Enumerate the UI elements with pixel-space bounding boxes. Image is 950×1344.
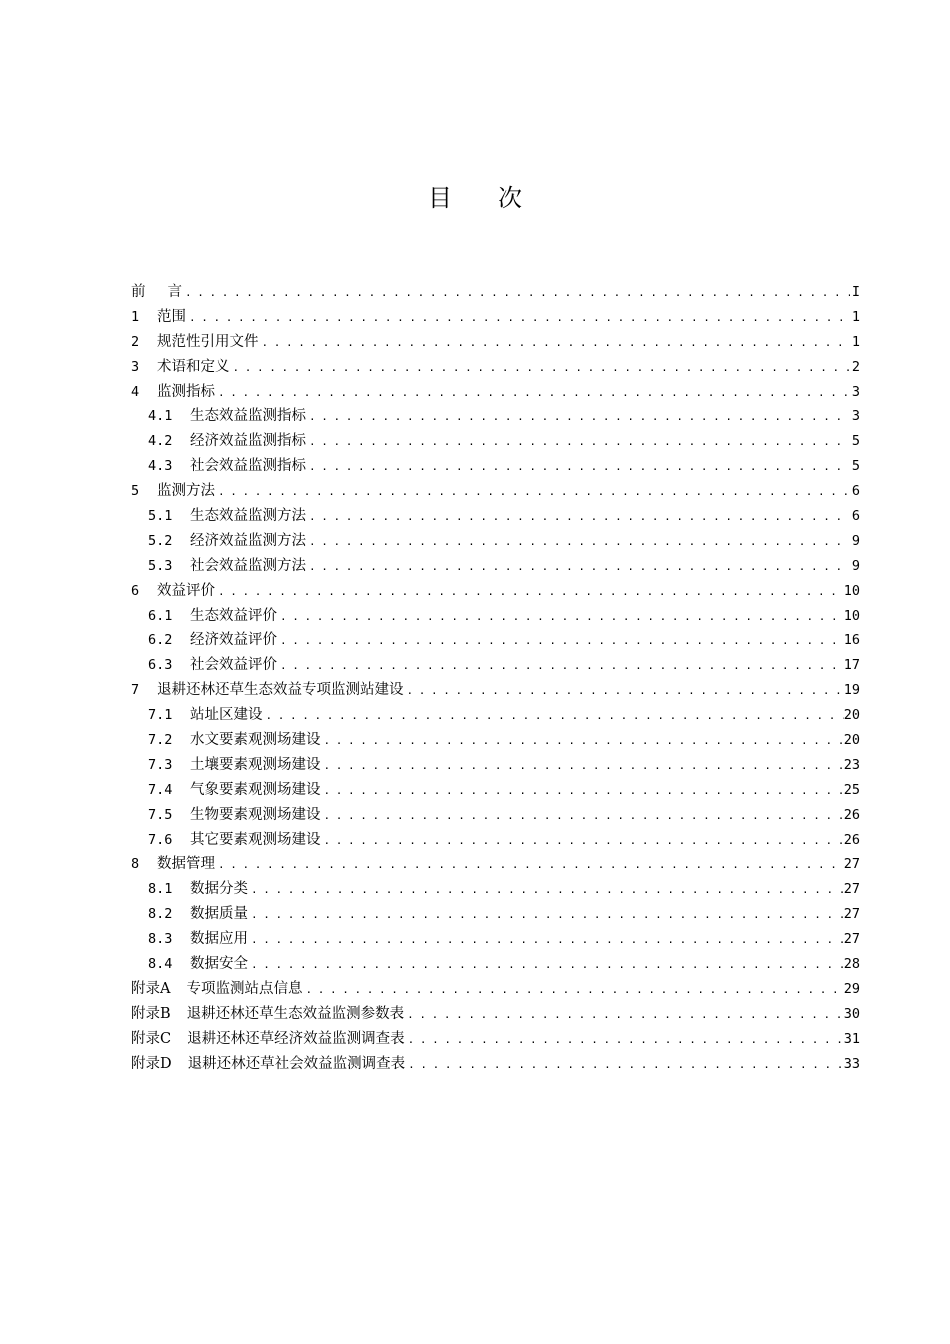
toc-entry-page: 6 [851,483,860,500]
toc-entry-page: 27 [843,906,860,923]
toc-entry-number: 7.2 [148,732,173,749]
toc-entry-page: 5 [851,458,860,475]
toc-entry-number: 6 [131,582,140,599]
toc-entry-number: 4.1 [148,408,173,425]
dot-leader [321,828,844,854]
toc-entry-number: 7.4 [148,781,173,798]
toc-entry-label: 效益评价 [157,582,215,599]
toc-entry[interactable] [131,803,860,828]
toc-entry-number: 3 [131,358,140,375]
toc-entry-number: 6.1 [148,607,173,624]
toc-entry[interactable] [131,902,860,927]
toc-entry-page: 9 [851,532,860,549]
dot-leader [215,579,844,605]
toc-entry-page: 28 [843,956,860,973]
toc-entry-page: 9 [851,557,860,574]
toc-entry-page: 26 [843,806,860,823]
toc-entry-number: 附录C [131,1030,172,1047]
toc-entry-page: 33 [843,1055,860,1072]
dot-leader [248,877,844,903]
title-char-2: 次 [498,184,522,212]
title-char-1: 目 [428,184,452,212]
toc-entry-label: 生态效益监测方法 [190,508,306,525]
toc-entry[interactable] [131,380,860,405]
toc-entry-page: 1 [851,333,860,350]
dot-leader [302,977,843,1003]
toc-entry[interactable] [131,429,860,454]
toc-entry-page: 31 [843,1030,860,1047]
toc-entry-number: 7.1 [148,707,173,724]
toc-entry-number: 5.1 [148,508,173,525]
dot-leader [215,479,850,505]
toc-entry-number: 6.3 [148,657,173,674]
dot-leader [321,728,844,754]
dot-leader [321,778,844,804]
toc-entry-label: 监测指标 [157,383,215,400]
dot-leader [248,927,844,953]
toc-entry-label: 气象要素观测场建设 [190,781,321,798]
page-title [0,181,950,215]
toc-entry[interactable] [131,1052,860,1077]
toc-entry-number: 5.2 [148,532,173,549]
toc-entry-number: 2 [131,333,140,350]
toc-entry-label: 生态效益评价 [190,607,277,624]
dot-leader [404,678,844,704]
toc-entry[interactable] [131,828,860,853]
toc-entry-number: 1 [131,308,140,325]
toc-entry-number: 7.3 [148,756,173,773]
toc-entry[interactable] [131,728,860,753]
toc-entry-page: 20 [843,732,860,749]
toc-entry-label: 数据安全 [190,956,248,973]
toc-entry-page: 16 [843,632,860,649]
dot-leader [306,429,850,455]
toc-entry[interactable] [131,355,860,380]
toc-entry-label: 监测方法 [157,483,215,500]
toc-entry-label: 术语和定义 [157,358,230,375]
toc-entry-page: 6 [851,508,860,525]
dot-leader [306,454,850,480]
toc-entry-number: 8.1 [148,881,173,898]
toc-entry-page: 23 [843,756,860,773]
toc-entry[interactable] [131,604,860,629]
toc-entry-page: 20 [843,707,860,724]
toc-entry-label: 社会效益监测指标 [190,458,306,475]
toc-entry-page: 27 [843,856,860,873]
dot-leader [405,1052,844,1078]
dot-leader [215,852,844,878]
toc-entry-page: 2 [851,358,860,375]
toc-entry-label: 专项监测站点信息 [186,980,303,997]
toc-entry-page: 27 [843,881,860,898]
toc-entry[interactable] [131,653,860,678]
toc-entry[interactable] [131,330,860,355]
toc-entry-page: 10 [843,582,860,599]
toc-entry[interactable] [131,753,860,778]
dot-leader [248,952,844,978]
dot-leader [186,305,850,331]
toc-entry[interactable] [131,877,860,902]
toc-entry[interactable] [131,778,860,803]
toc-entry[interactable] [131,977,860,1002]
toc-entry-page: 1 [851,308,860,325]
toc-entry-label: 经济效益监测指标 [190,433,306,450]
toc-entry-number: 7.6 [148,831,173,848]
toc-entry-page: 5 [851,433,860,450]
toc-entry[interactable] [131,504,860,529]
toc-entry-number: 8 [131,856,140,873]
toc-entry-label: 前 言 [131,284,182,300]
toc-entry[interactable] [131,852,860,877]
toc-entry-label: 经济效益监测方法 [190,532,306,549]
toc-entry-label: 退耕还林还草生态效益监测参数表 [186,1005,405,1022]
dot-leader [277,628,844,654]
toc-entry[interactable] [131,628,860,653]
dot-leader [321,753,844,779]
dot-leader [306,554,850,580]
toc-entry[interactable] [131,927,860,952]
dot-leader [263,703,844,729]
toc-entry-page: 25 [843,781,860,798]
toc-entry[interactable] [131,1002,860,1027]
dot-leader [230,355,851,381]
toc-entry-number: 4 [131,383,140,400]
toc-entry-number: 5 [131,483,140,500]
toc-entry-number: 6.2 [148,632,173,649]
dot-leader [182,280,850,306]
toc-entry-label: 生态效益监测指标 [190,408,306,425]
toc-entry-label: 社会效益监测方法 [190,557,306,574]
toc-entry-label: 数据质量 [190,906,248,923]
toc-entry-page: 3 [851,383,860,400]
dot-leader [405,1027,844,1053]
toc-entry-label: 退耕还林还草生态效益专项监测站建设 [157,682,404,699]
dot-leader [259,330,851,356]
toc-entry-number: 4.2 [148,433,173,450]
toc-entry[interactable] [131,554,860,579]
toc-entry-number: 7 [131,682,140,699]
toc-entry-page: I [851,284,860,300]
toc-entry[interactable] [131,678,860,703]
dot-leader [306,529,850,555]
toc-entry-number: 附录D [131,1055,172,1072]
dot-leader [215,380,850,406]
toc-entry-number: 8.2 [148,906,173,923]
toc-entry-number: 7.5 [148,806,173,823]
toc-entry[interactable] [131,703,860,728]
toc-entry-label: 范围 [157,308,186,325]
toc-entry[interactable] [131,1027,860,1052]
toc-entry[interactable] [131,404,860,429]
dot-leader [321,803,844,829]
dot-leader [277,604,844,630]
toc-entry-number: 8.4 [148,956,173,973]
toc-entry[interactable] [131,529,860,554]
toc-entry-number: 4.3 [148,458,173,475]
toc-entries [131,305,860,1077]
toc-entry-label: 社会效益评价 [190,657,277,674]
toc-entry-preface[interactable] [131,280,860,305]
toc-entry-label: 站址区建设 [190,707,263,724]
toc-entry-label: 其它要素观测场建设 [190,831,321,848]
toc-entry-label: 数据分类 [190,881,248,898]
table-of-contents [131,280,860,1077]
toc-entry-label: 经济效益评价 [190,632,277,649]
toc-entry-number: 5.3 [148,557,173,574]
toc-entry-label: 土壤要素观测场建设 [190,756,321,773]
toc-entry-label: 数据应用 [190,931,248,948]
toc-entry[interactable] [131,454,860,479]
dot-leader [277,653,844,679]
toc-entry-label: 水文要素观测场建设 [190,732,321,749]
toc-entry-label: 生物要素观测场建设 [190,806,321,823]
toc-entry-page: 30 [843,1005,860,1022]
toc-entry-page: 10 [843,607,860,624]
toc-entry-number: 附录A [131,980,171,997]
dot-leader [248,902,844,928]
toc-entry[interactable] [131,305,860,330]
toc-entry-label: 退耕还林还草社会效益监测调查表 [187,1055,406,1072]
toc-entry-page: 19 [843,682,860,699]
toc-entry-number: 8.3 [148,931,173,948]
toc-entry[interactable] [131,952,860,977]
toc-entry-page: 29 [843,980,860,997]
dot-leader [306,504,850,530]
toc-entry-page: 3 [851,408,860,425]
toc-entry-label: 退耕还林还草经济效益监测调查表 [187,1030,405,1047]
toc-entry[interactable] [131,579,860,604]
toc-entry-number: 附录B [131,1005,171,1022]
dot-leader [404,1002,844,1028]
toc-entry-label: 规范性引用文件 [157,333,259,350]
toc-entry[interactable] [131,479,860,504]
toc-entry-page: 17 [843,657,860,674]
toc-entry-label: 数据管理 [157,856,215,873]
toc-entry-page: 27 [843,931,860,948]
dot-leader [306,404,850,430]
toc-entry-page: 26 [843,831,860,848]
